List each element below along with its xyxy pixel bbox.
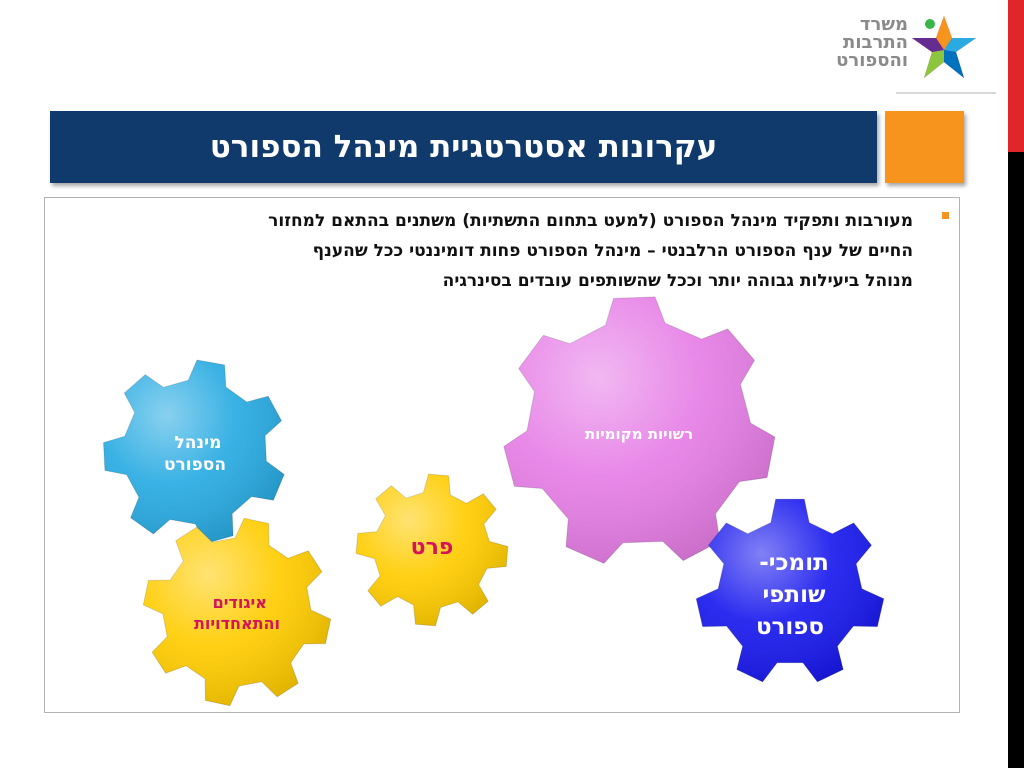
ministry-logo xyxy=(812,8,988,88)
gears-diagram xyxy=(45,198,959,712)
title-bar xyxy=(50,111,877,183)
star-logo-icon xyxy=(906,10,982,86)
bullet-line-3: מנוהל ביעילות גבוהה יותר וככל שהשותפים עובדים בסינרגיה xyxy=(442,271,913,291)
logo-line-2: התרבות xyxy=(843,32,908,53)
gear-associations-label-1: איגודים xyxy=(212,593,267,612)
gear-private xyxy=(356,474,508,626)
gear-sport-admin-label-2: הספורט xyxy=(163,455,227,475)
logo-line-3: והספורט xyxy=(836,50,908,71)
gear-sport-admin-label-1: מינהל xyxy=(174,433,222,453)
gear-sport-supporters-label-2: שותפי xyxy=(762,582,826,608)
gear-sport-supporters-label-1: תומכי- xyxy=(759,550,829,576)
bullet-line-2: החיים של ענף הספורט הרלבנטי – מינהל הספורט פחות דומיננטי ככל שהענף xyxy=(312,241,913,261)
logo-underline xyxy=(896,92,996,94)
svg-text:פרט xyxy=(411,535,454,560)
gear-local-authorities xyxy=(504,297,775,564)
gear-local-authorities-label: רשויות מקומיות xyxy=(584,425,694,443)
bullet-line-1: מעורבות ותפקיד מינהל הספורט (למעט בתחום התשתיות) משתנים בהתאם למחזור xyxy=(268,211,913,231)
edge-bar-red xyxy=(1008,0,1024,152)
page-title: עקרונות אסטרטגיית מינהל הספורט xyxy=(209,129,718,165)
svg-text:רשויות מקומיות xyxy=(585,425,693,443)
content-box xyxy=(44,197,960,713)
gear-sport-supporters xyxy=(696,499,884,682)
gear-sport-supporters-label-3: ספורט xyxy=(755,614,825,640)
gear-sport-admin xyxy=(104,360,285,543)
edge-bar-black xyxy=(1008,152,1024,768)
svg-text:תומכי- שותפי ס xyxy=(751,550,829,640)
logo-line-1: משרד xyxy=(859,14,908,35)
gear-private-label: פרט xyxy=(410,535,454,560)
logo-text xyxy=(836,16,908,70)
accent-square xyxy=(885,111,964,183)
gear-associations-label-2: והתאחדויות xyxy=(193,614,281,633)
gear-associations xyxy=(143,518,330,705)
